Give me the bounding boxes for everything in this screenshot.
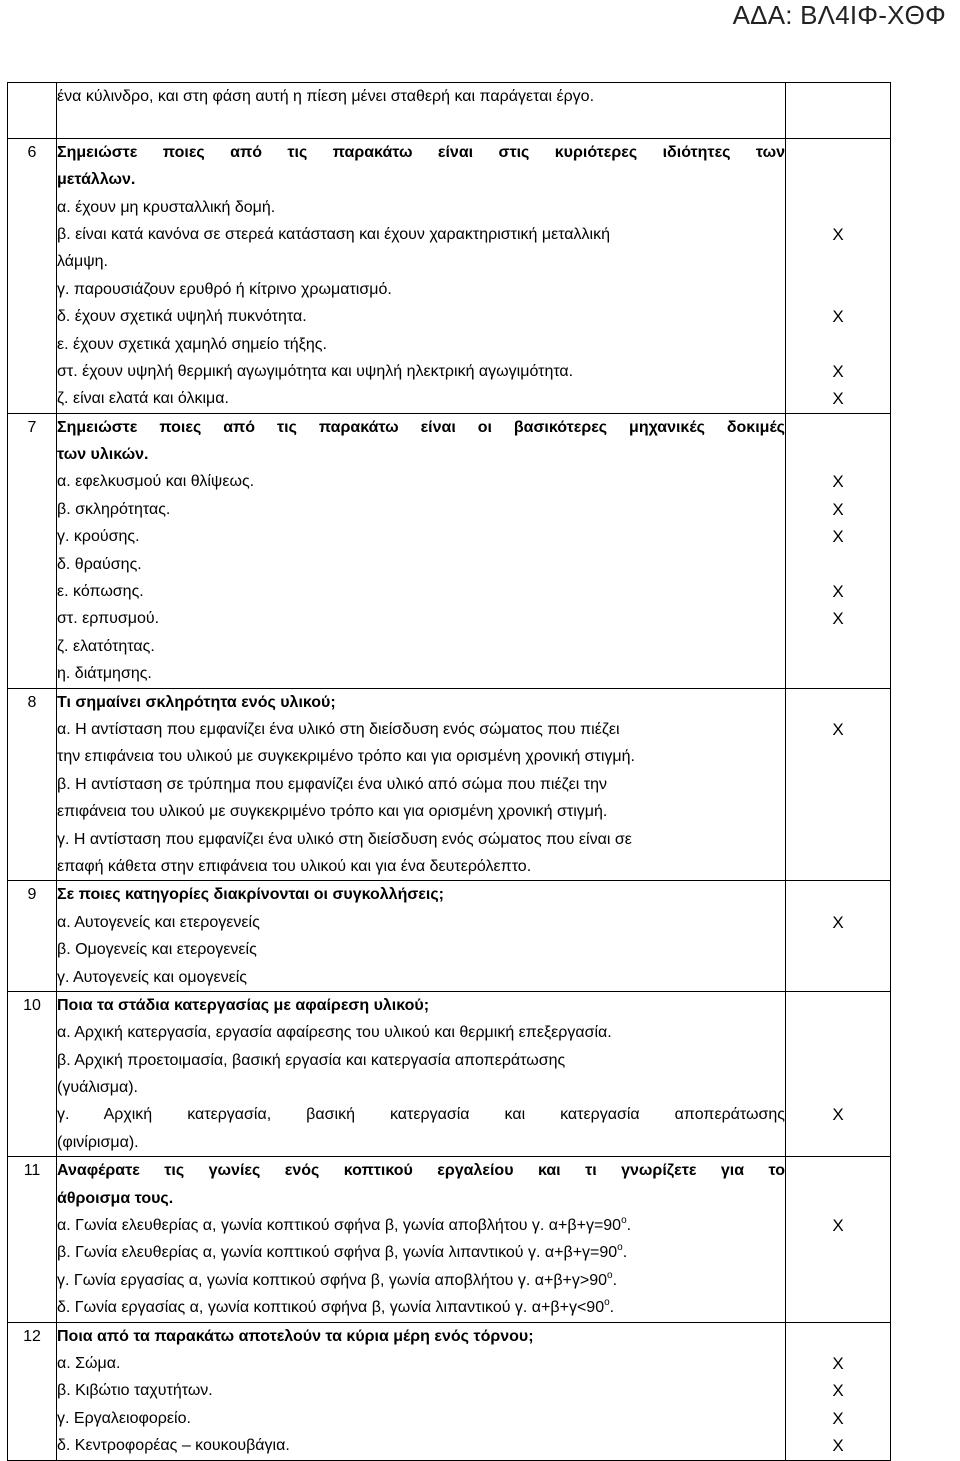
answer-mark	[786, 1239, 890, 1266]
answer-mark: X	[832, 224, 844, 244]
line-text: Αναφέρατε τις γωνίες ενός κοπτικού εργαλείου και τι γνωρίζετε για το	[57, 1162, 785, 1180]
question-number-text: 11	[23, 1162, 41, 1180]
answer-mark	[786, 1129, 890, 1156]
option-line	[57, 248, 785, 275]
option-line	[57, 221, 785, 248]
question-content	[57, 688, 786, 881]
option-line	[57, 1294, 785, 1321]
line-text: ε. έχουν σχετικά χαμηλό σημείο τήξης.	[57, 335, 327, 353]
line-text: δ. θραύσης.	[57, 555, 142, 573]
answer-mark	[786, 853, 890, 880]
line-text: α. Αρχική κατεργασία, εργασία αφαίρεσης του υλικού και θερμική επεξεργασία.	[57, 1024, 612, 1042]
line-text: β. Αρχική προετοιμασία, βασική εργασία και κατεργασία αποπεράτωσης	[57, 1051, 566, 1069]
question-number	[8, 138, 57, 413]
line-text: ένα κύλινδρο, και στη φάση αυτή η πίεση μένει σταθερή και παράγεται έργο.	[57, 88, 595, 105]
option-line	[57, 551, 785, 578]
answer-mark	[786, 1157, 890, 1184]
question-title-line	[57, 1185, 785, 1212]
question-title-line	[57, 881, 785, 908]
line-text: Τι σημαίνει σκληρότητα ενός υλικού;	[57, 693, 336, 711]
question-content	[57, 1322, 786, 1460]
line-text: α. έχουν μη κρυσταλλική δομή.	[57, 198, 276, 216]
line-text: λάμψη.	[57, 253, 108, 271]
option-line	[57, 1074, 785, 1101]
question-number	[8, 881, 57, 992]
question-number-text: 7	[27, 418, 37, 436]
option-line	[57, 936, 785, 963]
question-number-text	[8, 83, 56, 110]
option-line	[57, 523, 785, 550]
option-line	[57, 798, 785, 825]
line-text: γ. Αρχική κατεργασία, βασική κατεργασία και κατεργασία αποπεράτωσης	[57, 1106, 785, 1124]
line-text: α. εφελκυσμού και θλίψεως.	[57, 473, 255, 491]
question-content	[57, 881, 786, 992]
questions-table	[7, 82, 891, 1461]
option-line	[57, 1212, 785, 1239]
answer-mark: X	[832, 719, 844, 739]
answer-mark: X	[832, 1216, 844, 1236]
question-title-line	[57, 689, 785, 716]
line-text: (γυάλισμα).	[57, 1079, 138, 1097]
questions-table-body	[8, 83, 891, 1461]
answer-marks	[786, 1157, 891, 1322]
answer-mark	[786, 689, 890, 716]
answer-mark	[786, 1267, 890, 1294]
option-line	[57, 605, 785, 632]
question-number	[8, 688, 57, 881]
line-text: την επιφάνεια του υλικού με συγκεκριμένο τρόπο και για ορισμένη χρονική στιγμή.	[57, 748, 635, 766]
question-number	[8, 83, 57, 139]
line-text: Σημειώστε ποιες από τις παρακάτω είναι οι βασικότερες μηχανικές δοκιμές	[57, 418, 785, 436]
option-line	[57, 964, 785, 991]
degree-superscript: o	[621, 1215, 627, 1227]
answer-marks	[786, 413, 891, 688]
question-row	[8, 688, 891, 881]
answer-mark	[786, 441, 890, 468]
option-line	[57, 1405, 785, 1432]
option-line	[57, 83, 785, 110]
answer-mark: X	[832, 1381, 844, 1401]
line-text: δ. Κεντροφορέας – κουκουβάγια.	[57, 1437, 290, 1455]
answer-marks	[786, 83, 891, 139]
answer-mark: X	[832, 1408, 844, 1428]
line-tail: .	[622, 1244, 628, 1262]
line-tail: .	[609, 1299, 615, 1317]
question-number	[8, 1322, 57, 1460]
question-number-text: 9	[27, 886, 37, 904]
line-text: β. Η αντίσταση σε τρύπημα που εμφανίζει ένα υλικό από σώμα που πιέζει την	[57, 775, 607, 793]
option-line	[57, 578, 785, 605]
answer-mark	[786, 331, 890, 358]
answer-mark	[786, 1294, 890, 1321]
line-text: β. Γωνία ελευθερίας α, γωνία κοπτικού σφήνα β, γωνία λιπαντικού γ. α+β+γ=90	[57, 1244, 618, 1262]
line-text: επιφάνεια του υλικού με συγκεκριμένο τρόπο και για ορισμένη χρονική στιγμή.	[57, 803, 608, 821]
answer-mark	[786, 1074, 890, 1101]
line-text: δ. Γωνία εργασίας α, γωνία κοπτικού σφήνα β, γωνία λιπαντικού γ. α+β+γ<90	[57, 1299, 605, 1317]
line-text: άθροισμα τους.	[57, 1189, 174, 1207]
option-line	[57, 1129, 785, 1156]
answer-mark	[786, 110, 890, 137]
question-content	[57, 413, 786, 688]
option-line	[57, 468, 785, 495]
line-tail: .	[612, 1271, 618, 1289]
line-tail: .	[626, 1217, 632, 1235]
line-text: ζ. ελατότητας.	[57, 637, 155, 655]
answer-mark: X	[832, 912, 844, 932]
option-line	[57, 303, 785, 330]
option-line	[57, 1377, 785, 1404]
answer-mark: X	[832, 307, 844, 327]
question-title-line	[57, 992, 785, 1019]
answer-mark	[786, 660, 890, 687]
line-text: ζ. είναι ελατά και όλκιμα.	[57, 390, 229, 408]
option-line	[57, 1101, 785, 1128]
question-title-line	[57, 139, 785, 166]
line-text: ε. κόπωσης.	[57, 583, 144, 601]
document-code: ΑΔΑ: ΒΛ4ΙΦ-ΧΘΦ	[732, 0, 946, 30]
line-text: Σημειώστε ποιες από τις παρακάτω είναι στις κυριότερες ιδιότητες των	[57, 143, 785, 161]
line-text: α. Γωνία ελευθερίας α, γωνία κοπτικού σφήνα β, γωνία αποβλήτου γ. α+β+γ=90	[57, 1217, 622, 1235]
answer-mark	[786, 936, 890, 963]
option-line	[57, 110, 785, 137]
line-text: β. Κιβώτιο ταχυτήτων.	[57, 1382, 213, 1400]
option-line	[57, 909, 785, 936]
line-text: α. Σώμα.	[57, 1354, 121, 1372]
question-number-text: 8	[27, 693, 37, 711]
option-line	[57, 358, 785, 385]
answer-mark	[786, 992, 890, 1019]
question-row	[8, 1322, 891, 1460]
answer-mark	[786, 166, 890, 193]
question-number-text: 12	[23, 1327, 41, 1345]
question-content	[57, 138, 786, 413]
answer-mark	[786, 881, 890, 908]
question-number	[8, 413, 57, 688]
line-text: α. Η αντίσταση που εμφανίζει ένα υλικό στη διείσδυση ενός σώματος που πιέζει	[57, 720, 620, 738]
question-content	[57, 991, 786, 1156]
answer-mark: X	[832, 472, 844, 492]
question-row	[8, 1157, 891, 1322]
option-line	[57, 743, 785, 770]
question-title-line	[57, 1323, 785, 1350]
option-line	[57, 771, 785, 798]
answer-mark: X	[832, 582, 844, 602]
degree-superscript: o	[617, 1242, 623, 1254]
answer-mark	[786, 139, 890, 166]
answer-mark: X	[832, 389, 844, 409]
answer-mark	[786, 1323, 890, 1350]
line-text: α. Αυτογενείς και ετερογενείς	[57, 913, 260, 931]
option-line	[57, 276, 785, 303]
answer-mark	[786, 1047, 890, 1074]
answer-mark	[786, 551, 890, 578]
line-text: (φινίρισμα).	[57, 1133, 139, 1151]
line-text: β. είναι κατά κανόνα σε στερεά κατάσταση και έχουν χαρακτηριστική μεταλλική	[57, 225, 611, 243]
answer-mark	[786, 194, 890, 221]
option-line	[57, 826, 785, 853]
option-line	[57, 331, 785, 358]
line-text: Ποια τα στάδια κατεργασίας με αφαίρεση υλικού;	[57, 996, 430, 1014]
line-text: γ. Εργαλειοφορείο.	[57, 1409, 191, 1427]
question-row	[8, 138, 891, 413]
line-text: δ. έχουν σχετικά υψηλή πυκνότητα.	[57, 308, 307, 326]
line-text: γ. παρουσιάζουν ερυθρό ή κίτρινο χρωματισμό.	[57, 280, 392, 298]
question-title-line	[57, 441, 785, 468]
question-number-text: 6	[27, 143, 37, 161]
answer-mark: X	[832, 361, 844, 381]
line-text: γ. Γωνία εργασίας α, γωνία κοπτικού σφήνα β, γωνία αποβλήτου γ. α+β+γ>90	[57, 1271, 608, 1289]
question-content	[57, 1157, 786, 1322]
answer-mark: X	[832, 527, 844, 547]
line-text: επαφή κάθετα στην επιφάνεια του υλικού και για ένα δευτερόλεπτο.	[57, 857, 532, 875]
answer-marks	[786, 688, 891, 881]
answer-mark: X	[832, 609, 844, 629]
option-line	[57, 633, 785, 660]
line-text: η. διάτμησης.	[57, 665, 152, 683]
answer-mark: X	[832, 1436, 844, 1456]
answer-mark	[786, 83, 890, 110]
line-text: Ποια από τα παρακάτω αποτελούν τα κύρια μέρη ενός τόρνου;	[57, 1327, 534, 1345]
line-text: γ. Αυτογενείς και ομογενείς	[57, 968, 247, 986]
answer-mark	[786, 771, 890, 798]
answer-mark	[786, 826, 890, 853]
answer-mark	[786, 414, 890, 441]
answer-mark: X	[832, 499, 844, 519]
line-text: γ. Η αντίσταση που εμφανίζει ένα υλικό στη διείσδυση ενός σώματος που είναι σε	[57, 830, 632, 848]
question-row	[8, 83, 891, 139]
option-line	[57, 1267, 785, 1294]
degree-superscript: o	[607, 1269, 613, 1281]
option-line	[57, 853, 785, 880]
line-text: μετάλλων.	[57, 171, 136, 189]
answer-mark: X	[832, 1353, 844, 1373]
question-title-line	[57, 414, 785, 441]
question-title-line	[57, 166, 785, 193]
answer-mark	[786, 276, 890, 303]
answer-mark	[786, 798, 890, 825]
answer-marks	[786, 991, 891, 1156]
option-line	[57, 194, 785, 221]
option-line	[57, 1019, 785, 1046]
question-row	[8, 413, 891, 688]
answer-mark	[786, 743, 890, 770]
answer-mark	[786, 1019, 890, 1046]
answer-mark	[786, 248, 890, 275]
answer-mark	[786, 1185, 890, 1212]
option-line	[57, 1047, 785, 1074]
question-row	[8, 881, 891, 992]
option-line	[57, 385, 785, 412]
question-row	[8, 991, 891, 1156]
option-line	[57, 1432, 785, 1459]
line-text: στ. ερπυσμού.	[57, 610, 160, 628]
question-title-line	[57, 1157, 785, 1184]
line-text: β. Ομογενείς και ετερογενείς	[57, 941, 257, 959]
answer-marks	[786, 138, 891, 413]
question-content	[57, 83, 786, 139]
question-number	[8, 1157, 57, 1322]
line-text: στ. έχουν υψηλή θερμική αγωγιμότητα και υψηλή ηλεκτρική αγωγιμότητα.	[57, 362, 574, 380]
option-line	[57, 496, 785, 523]
line-text: γ. κρούσης.	[57, 528, 140, 546]
option-line	[57, 716, 785, 743]
question-number-text: 10	[23, 996, 41, 1014]
degree-superscript: o	[604, 1297, 610, 1309]
answer-marks	[786, 1322, 891, 1460]
answer-mark: X	[832, 1105, 844, 1125]
option-line	[57, 1239, 785, 1266]
line-text: των υλικών.	[57, 446, 149, 464]
option-line	[57, 1350, 785, 1377]
option-line	[57, 660, 785, 687]
answer-mark	[786, 964, 890, 991]
question-number	[8, 991, 57, 1156]
answer-marks	[786, 881, 891, 992]
line-text: β. σκληρότητας.	[57, 500, 171, 518]
answer-mark	[786, 633, 890, 660]
line-text: Σε ποιες κατηγορίες διακρίνονται οι συγκολλήσεις;	[57, 886, 444, 904]
